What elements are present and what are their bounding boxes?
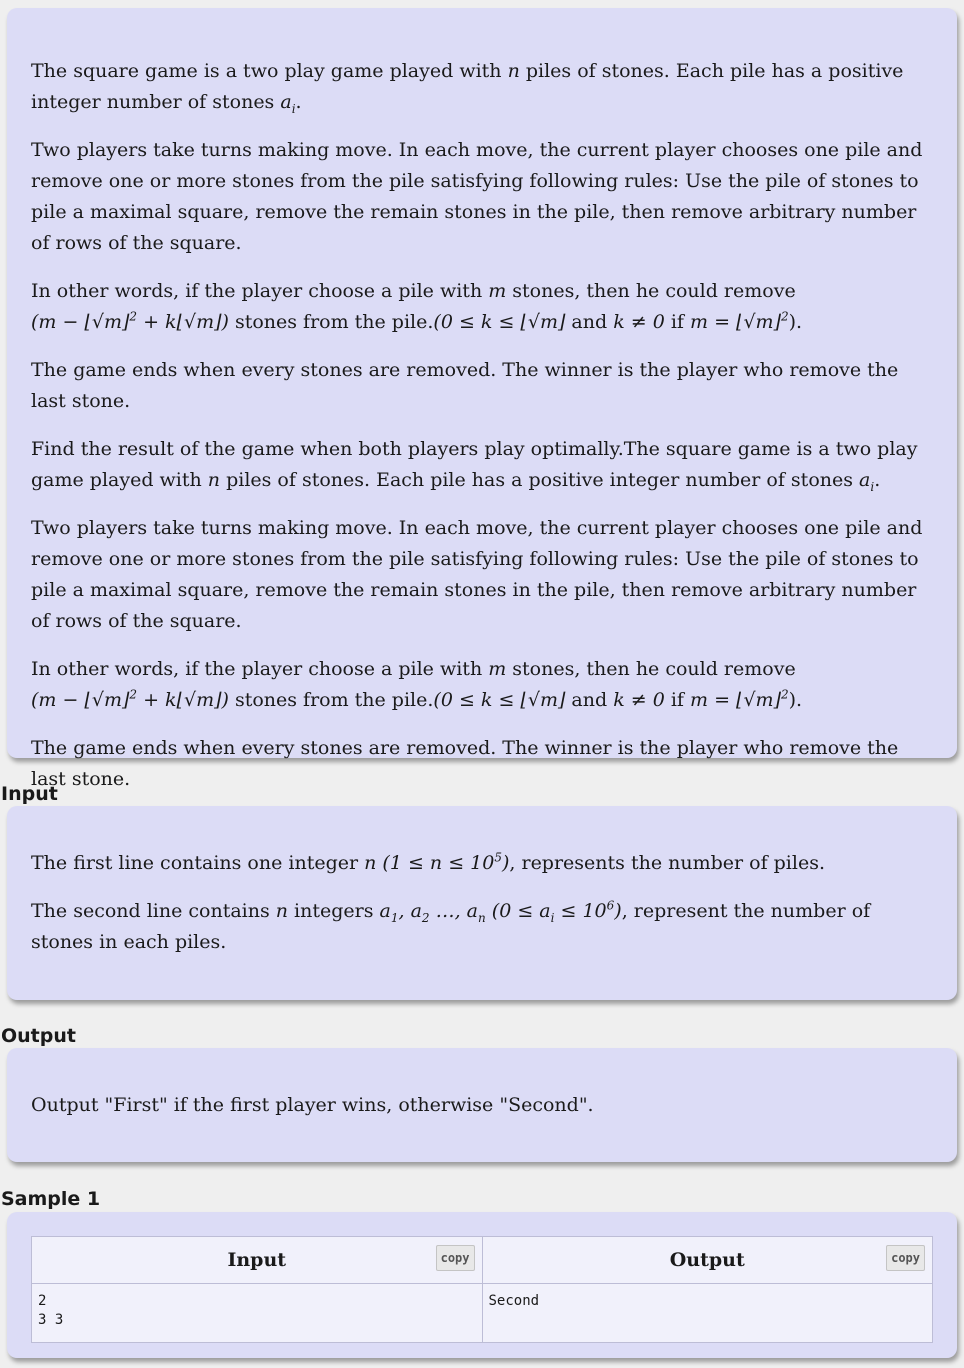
statement-paragraph: In other words, if the player choose a pile with m stones, then he could remove (m − ⌊√m⌋$^2$ + k⌊√m⌋) stones from the pile.(0 ≤ k ≤ ⌊√m⌋ and k ≠ 0 if m = ⌊√m⌋$^2$). [31,658,803,711]
sample-output-header: Output copy [482,1237,933,1284]
statement-panel [7,8,957,790]
statement-paragraph: Two players take turns making move. In each move, the current player chooses one pile and remove one or more stones from the pile satisfying following rules: Use the pile of stones to pile a maximal square, remove the remain stones in the pile, then remove arbitrary number of rows of the square. [31,517,923,632]
input-heading: Input [1,783,58,805]
input-line-1: The first line contains one integer n $(1 \le n \le 10^5)$, represents the number of piles. [31,850,825,874]
sample-panel [7,1212,957,1358]
statement-paragraph: Find the result of the game when both players play optimally.The square game is a two play game played with n piles of stones. Each pile has a positive integer number of stones $a_i$. [31,438,918,494]
output-text: Output "First" if the first player wins, otherwise "Second". [31,1094,594,1116]
sample-heading: Sample 1 [1,1188,101,1210]
sample-input-value: 2 3 3 [32,1284,483,1343]
output-heading: Output [1,1025,76,1047]
statement-paragraph: The game ends when every stones are removed. The winner is the player who remove the last stone. [31,737,899,790]
statement-paragraph: Two players take turns making move. In each move, the current player chooses one pile and remove one or more stones from the pile satisfying following rules: Use the pile of stones to pile a maximal square, remove the remain stones in the pile, then remove arbitrary number of rows of the square. [31,139,923,254]
input-line-2: The second line contains n integers $a_1$, $a_2$ …, $a_n$ $(0 \le a_i \le 10^6)$, represent the number of stones in each piles. [31,898,871,953]
statement-paragraph: The game ends when every stones are removed. The winner is the player who remove the last stone. [31,359,899,412]
output-panel [7,1048,957,1162]
statement-paragraph: The square game is a two play game played with n piles of stones. Each pile has a positive integer number of stones $a_i$. [31,60,904,116]
sample-input-header: Input copy [32,1237,483,1284]
statement-paragraph: In other words, if the player choose a pile with m stones, then he could remove (m − ⌊√m⌋$^2$ + k⌊√m⌋) stones from the pile.(0 ≤ k ≤ ⌊√m⌋ and k ≠ 0 if m = ⌊√m⌋$^2$). [31,280,803,333]
copy-output-button[interactable]: copy [886,1245,925,1271]
sample-table [31,1236,933,1343]
sample-output-value: Second [482,1284,933,1343]
copy-input-button[interactable]: copy [436,1245,475,1271]
input-panel [7,806,957,1000]
